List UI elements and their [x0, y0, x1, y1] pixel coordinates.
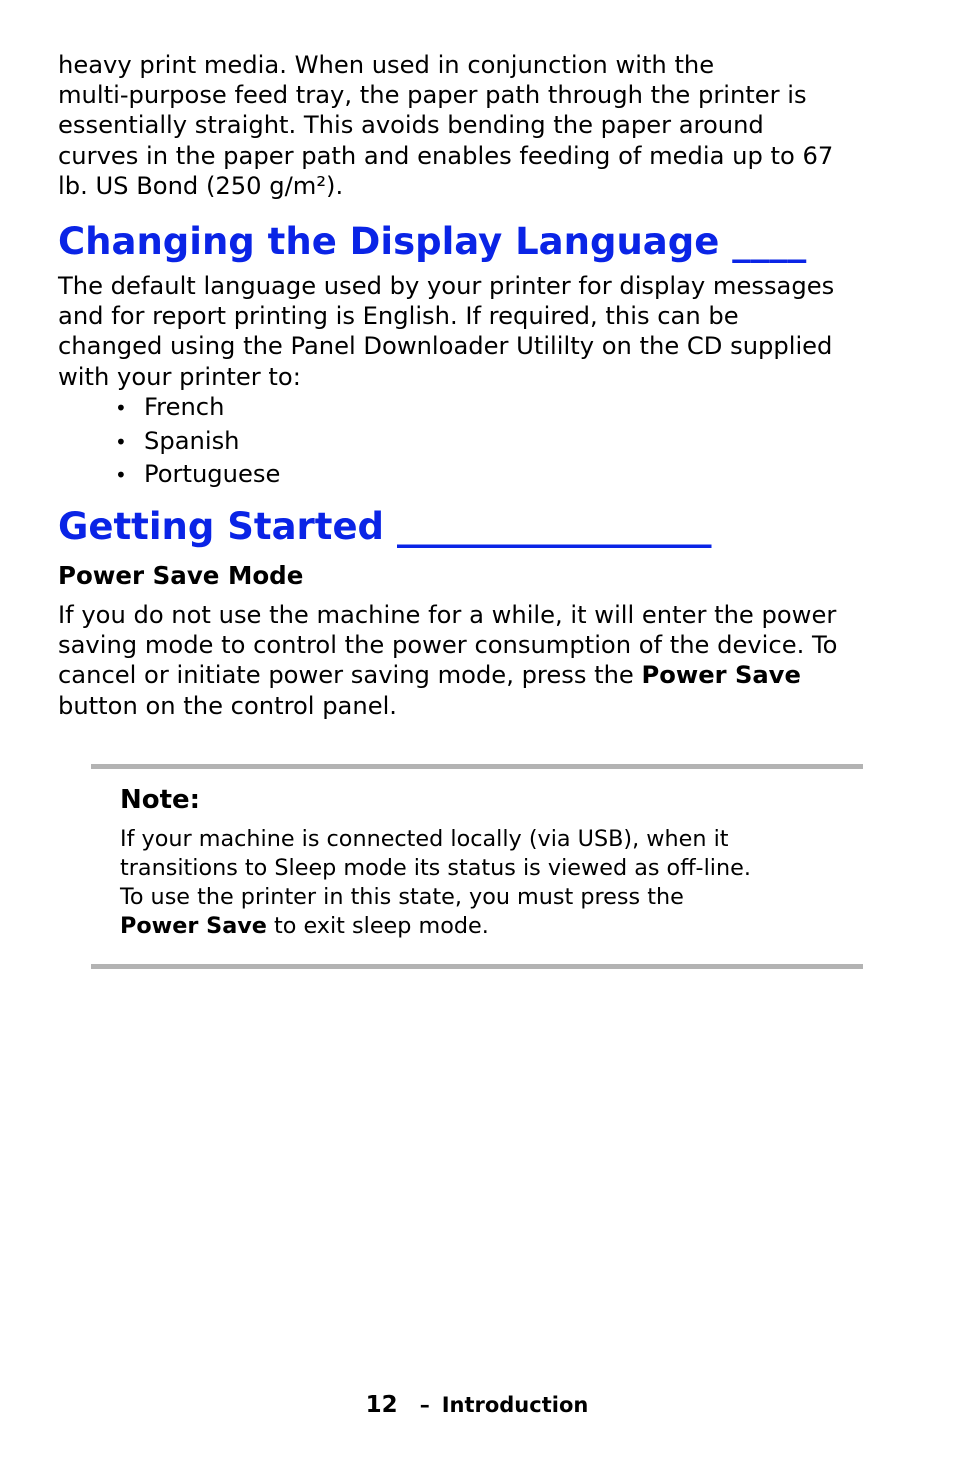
- power-save-subheading: Power Save Mode: [58, 561, 304, 590]
- bullet-icon: •: [115, 396, 127, 420]
- power-save-line: button on the control panel.: [58, 691, 397, 720]
- page-number: 12: [365, 1392, 398, 1418]
- language-paragraph: [58, 271, 834, 392]
- language-list-item: [115, 391, 280, 425]
- language-paragraph-line: and for report printing is English. If required, this can be: [58, 302, 739, 331]
- language-section-heading: [58, 220, 806, 264]
- note-top-divider: [91, 764, 863, 769]
- footer-section-title: Introduction: [441, 1393, 589, 1417]
- intro-line: heavy print media. When used in conjunction with the: [58, 51, 715, 79]
- intro-line: essentially straight. This avoids bending the paper around: [58, 111, 764, 140]
- note-bottom-divider: [91, 964, 863, 969]
- language-paragraph-line: changed using the Panel Downloader Utililty on the CD supplied: [58, 332, 833, 361]
- intro-line: lb. US Bond (250 g/m²).: [58, 171, 344, 200]
- language-name: Portuguese: [144, 460, 281, 488]
- language-paragraph-line: with your printer to:: [58, 362, 301, 391]
- power-save-line: If you do not use the machine for a while, it will enter the power: [58, 601, 837, 629]
- language-list: [115, 391, 280, 492]
- bullet-icon: •: [115, 463, 127, 487]
- bullet-icon: •: [115, 429, 127, 454]
- getting-started-heading-text: Getting Started: [58, 505, 385, 548]
- language-heading-text: Changing the Display Language: [58, 220, 720, 263]
- note-line: transitions to Sleep mode its status is viewed as off-line.: [120, 855, 751, 881]
- note-power-save-reference: Power Save: [120, 913, 267, 939]
- note-line-text: to exit sleep mode.: [266, 913, 489, 939]
- intro-line: multi-purpose feed tray, the paper path through the printer is: [58, 81, 807, 110]
- language-heading-rule: ____: [732, 220, 807, 263]
- language-name: Spanish: [144, 426, 240, 455]
- getting-started-heading-rule: _________________: [396, 505, 712, 548]
- note-line: [120, 912, 751, 941]
- note-title: Note:: [120, 785, 201, 815]
- intro-line: curves in the paper path and enables feeding of media up to 67: [58, 141, 834, 170]
- power-save-line: [58, 660, 837, 690]
- language-list-item: [115, 425, 280, 459]
- footer-separator: –: [419, 1393, 430, 1417]
- power-save-line: saving mode to control the power consumption of the device. To: [58, 631, 838, 660]
- language-paragraph-line: The default language used by your printer for display messages: [58, 272, 835, 300]
- page-footer: [0, 1392, 954, 1418]
- note-line: If your machine is connected locally (via USB), when it: [120, 826, 729, 852]
- getting-started-heading: [58, 505, 711, 549]
- intro-paragraph: [58, 50, 833, 201]
- language-name: French: [144, 393, 225, 421]
- power-save-paragraph: [58, 600, 837, 721]
- power-save-line-text: cancel or initiate power saving mode, press the: [58, 661, 642, 690]
- note-line: To use the printer in this state, you must press the: [120, 884, 684, 910]
- note-body: [120, 825, 751, 941]
- power-save-button-reference: Power Save: [641, 661, 801, 690]
- language-list-item: [115, 458, 280, 492]
